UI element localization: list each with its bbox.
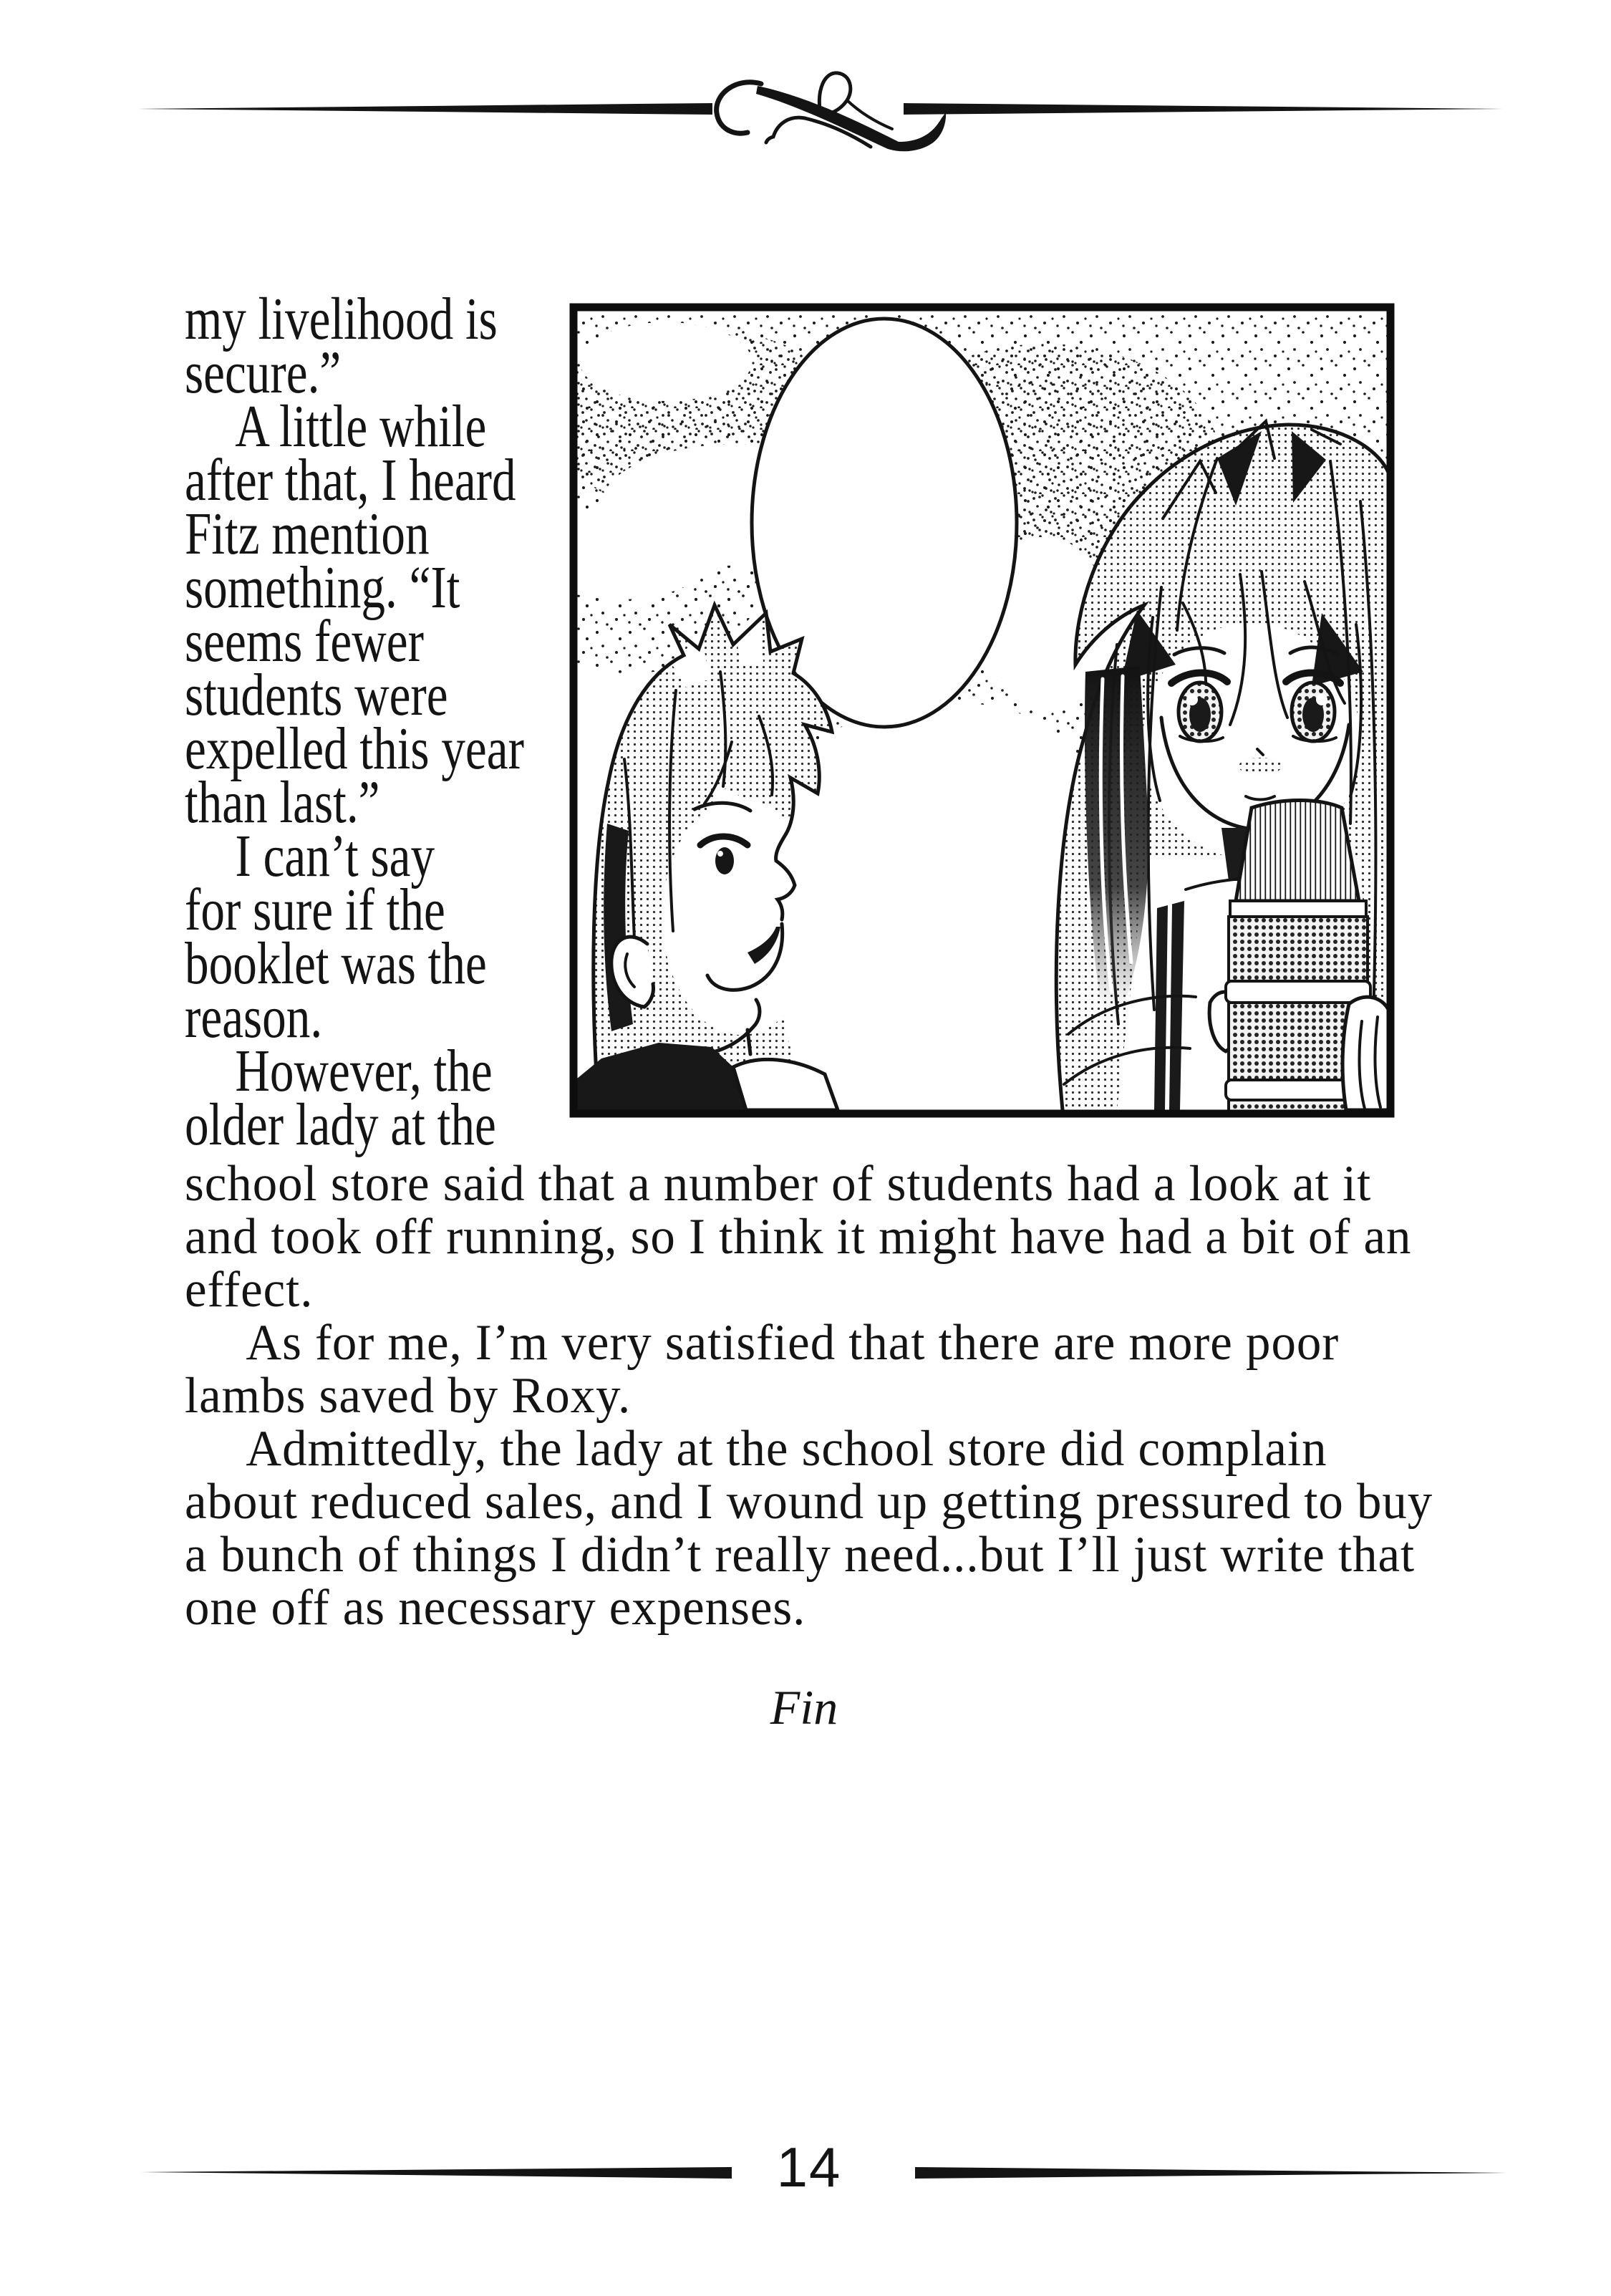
text-line: and took off running, so I think it might have had a bit of an: [185, 1209, 1412, 1265]
girl-blush: [1239, 758, 1282, 775]
page-number: 14: [776, 2136, 842, 2199]
text-line: As for me, I’m very satisfied that there are more poor: [246, 1315, 1340, 1371]
fin-label: Fin: [770, 1680, 838, 1735]
manga-panel-illustration: [501, 307, 1390, 1122]
book-page-edges: [1236, 801, 1359, 902]
text-line: than last.”: [185, 769, 380, 836]
text-line: something. “It: [185, 554, 460, 621]
text-line: a bunch of things I didn’t really need...but I’ll just write that: [185, 1527, 1416, 1583]
header-divider: [137, 73, 1504, 151]
text-line: about reduced sales, and I wound up getting pressured to buy: [185, 1474, 1433, 1530]
text-line: Admittedly, the lady at the school store did complain: [246, 1421, 1327, 1477]
header-rule-left: [137, 103, 712, 115]
text-line: reason.: [185, 984, 323, 1051]
text-line: I can’t say: [235, 823, 435, 889]
text-line: secure.”: [185, 339, 342, 406]
text-line: one off as necessary expenses.: [185, 1580, 806, 1636]
header-rule-right: [904, 103, 1504, 115]
text-line: A little while: [235, 393, 487, 460]
text-line: students were: [185, 662, 448, 728]
text-line: Fitz mention: [185, 501, 430, 567]
text-line: school store said that a number of students had a look at it: [185, 1156, 1372, 1212]
text-line: expelled this year: [185, 715, 524, 782]
boy-eye: [715, 847, 734, 874]
text-line: older lady at the: [185, 1091, 496, 1158]
footer-rule-right: [915, 2167, 1507, 2179]
text-line: seems fewer: [185, 608, 424, 675]
text-line: However, the: [235, 1038, 493, 1104]
full-width-text-block: [185, 1157, 1471, 1634]
footer-rule-left: [141, 2167, 732, 2179]
column-text-block: [185, 286, 609, 1158]
text-line: after that, I heard: [185, 447, 516, 513]
text-line: booklet was the: [185, 930, 487, 997]
text-line: lambs saved by Roxy.: [185, 1368, 632, 1424]
text-line: for sure if the: [185, 877, 445, 943]
text-line: effect.: [185, 1262, 314, 1318]
girl-right-hand: [1342, 997, 1390, 1110]
text-line: my livelihood is: [185, 286, 498, 352]
